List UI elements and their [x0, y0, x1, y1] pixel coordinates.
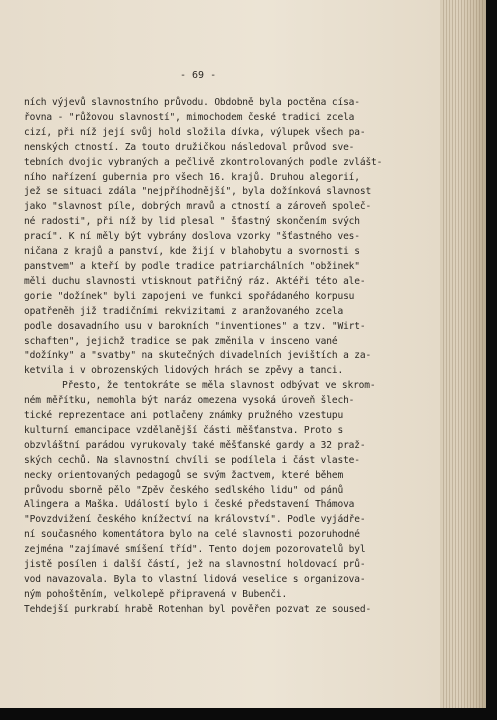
text-line: prací". K ní měly být vybrány doslova vzorky "šťastného ves- [24, 231, 360, 243]
text-line: cizí, při níž její svůj hold složila dívka, výlupek všech pa- [24, 126, 366, 138]
text-line: schaften", jejichž tradice se pak změnila v insceno vané [24, 335, 338, 347]
page-edge-strip [446, 0, 447, 708]
page-edge-strip [467, 0, 468, 708]
text-line: tické reprezentace ani potlačeny známky pružného vzestupu [24, 410, 344, 422]
page-edge-strip [461, 0, 462, 708]
text-line: "Povzdvižení českého knížectví na království". Podle vyjádře- [24, 514, 366, 526]
page-edge-strip [479, 0, 480, 708]
page-edge-strip [473, 0, 474, 708]
text-line: Přesto, že tentokráte se měla slavnost odbývat ve skrom- [62, 380, 376, 392]
text-line: obzvláštní parádou vyrukovaly také měšťanské gardy a 32 praž- [24, 439, 366, 451]
page-edge-strip [482, 0, 483, 708]
text-line: jako "slavnost píle, dobrých mravů a ctností a zároveň společ- [24, 201, 372, 213]
text-line: ní současného komentátora bylo na celé slavnosti pozoruhodné [24, 529, 360, 541]
text-line: ních výjevů slavnostního průvodu. Obdobně byla poctěna císa- [24, 97, 360, 108]
book-fore-edge [440, 0, 486, 708]
text-line: ských cechů. Na slavnostní chvíli se podílela i část vlaste- [24, 454, 360, 466]
page-edge-strip [452, 0, 453, 708]
text-line: ném měřítku, nemohla být naráz omezena vysoká úroveň šlech- [24, 395, 355, 407]
text-line: jistě posílen i další částí, jež na slavnostní holdovací prů- [24, 559, 366, 571]
text-line: Tehdejší purkrabí hrabě Rotenhan byl pověřen pozvat ze soused- [24, 603, 372, 615]
text-line: gorie "dožínek" byli zapojeni ve funkci spořádaného korpusu [24, 290, 355, 302]
text-line: ným pohoštěním, velkolepě připravená v Bubenči. [24, 588, 288, 600]
page-edge-strip [458, 0, 459, 708]
text-line: "dožínky" a "svatby" na skutečných divadelních jevištích a za- [24, 350, 372, 362]
body-text [24, 96, 418, 618]
page-edge-strip [476, 0, 477, 708]
page-edge-strip [455, 0, 456, 708]
text-line: né radosti", při níž by lid plesal " šťastný skončením svých [24, 216, 360, 228]
text-line: měli duchu slavnosti vtisknout patřičný ráz. Aktéři této ale- [24, 275, 366, 287]
page-edge-strip [470, 0, 471, 708]
text-line: podle dosavadního usu v barokních "inventiones" a tzv. "Wirt- [24, 320, 366, 332]
text-line: průvodu sborně pělo "Zpěv českého sedlského lidu" od pánů [24, 484, 344, 496]
text-line: nenských ctností. Za touto družičkou následoval průvod sve- [24, 141, 355, 153]
text-line: opatřeněh již tradičními rekvizitami z aranžovaného zcela [24, 305, 344, 317]
text-line: panstvem" a kteří by podle tradice patriarchálních "obžinek" [24, 260, 360, 272]
page-edge-strip [464, 0, 465, 708]
text-line: ního nařízení gubernia pro všech 16. krajů. Druhou alegorií, [24, 171, 360, 183]
text-line: necky orientovaných pedagogů se svým žactvem, které během [24, 469, 344, 481]
text-line: ketvila i v obrozenských lidových hrách se zpěvy a tanci. [24, 365, 344, 377]
text-line: ničana z krajů a panství, kde žijí v blahobytu a svornosti s [24, 246, 360, 258]
page-number: - 69 - [180, 70, 217, 81]
text-line: zejména "zajímavé smíšení tříd". Tento dojem pozorovatelů byl [24, 544, 366, 556]
text-line: tebních dvojic vybraných a pečlivě zkontrolovaných podle zvlášt- [24, 156, 383, 168]
text-line: jež se situaci zdála "nejpříhodnější", byla dožínková slavnost [24, 186, 372, 198]
text-line: řovna - "růžovou slavností", mimochodem české tradici zcela [24, 111, 355, 123]
page-edge-strip [449, 0, 450, 708]
page-edge-strip [443, 0, 444, 708]
text-line: Alingera a Maška. Událostí bylo i české představení Thámova [24, 499, 355, 511]
text-line: vod navazovala. Byla to vlastní lidová veselice s organizova- [24, 574, 366, 585]
text-line: kulturní emancipace vzdělanější části měšťanstva. Proto s [24, 424, 344, 436]
